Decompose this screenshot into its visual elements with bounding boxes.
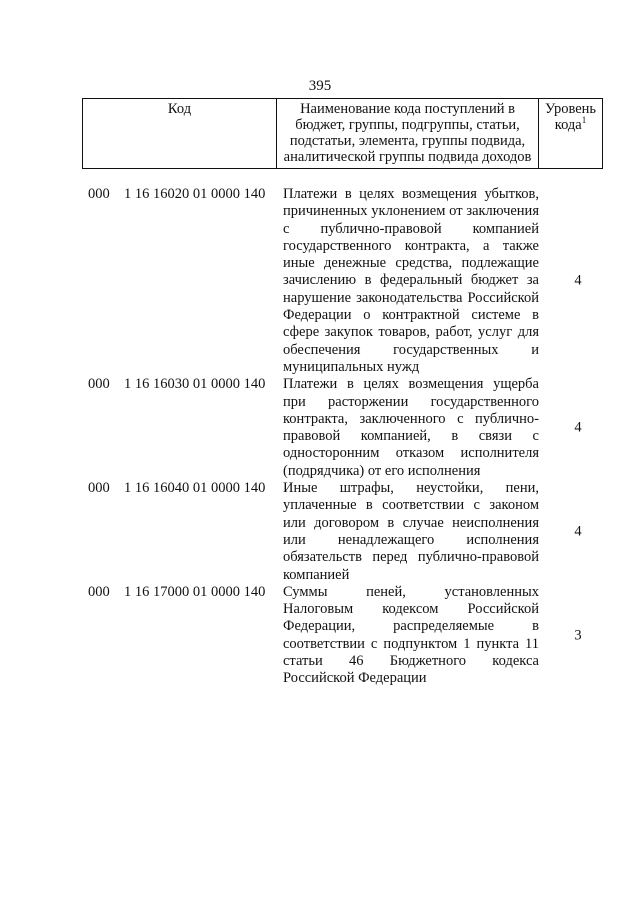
code-level: 3: [574, 627, 582, 644]
header-name: Наименование кода поступлений в бюджет, группы, подгруппы, статьи, подстатьи, элемента, группы подвида, аналитической группы подвида доходов: [277, 99, 539, 169]
code-level: 4: [574, 523, 582, 540]
revenue-code: 1 16 16020 01 0000 140: [124, 186, 266, 202]
table-row: [0, 186, 640, 376]
table-row: [0, 584, 640, 688]
revenue-name: Платежи в целях возмещения ущерба при расторжении государственного контракта, заключенного с публично-правовой компанией, в связи с односторонним отказом исполнителя (подрядчика) от его исполнения: [283, 376, 539, 479]
revenue-code: 1 16 16040 01 0000 140: [124, 480, 266, 497]
admin-code: 000: [88, 480, 110, 497]
revenue-code-list: [0, 186, 640, 688]
header-code: Код: [83, 99, 277, 169]
header-level: Уровень кода$^1$: [539, 99, 603, 169]
page-number: 395: [308, 78, 332, 94]
table-row: [0, 480, 640, 584]
revenue-code: 1 16 17000 01 0000 140: [124, 583, 266, 600]
revenue-code: 1 16 16030 01 0000 140: [124, 376, 266, 393]
admin-code: 000: [88, 583, 110, 600]
revenue-name: Иные штрафы, неустойки, пени, уплаченные в соответствии с законом или договором в случае неисполнения или ненадлежащего исполнения обязательств перед публично-правовой компанией: [283, 480, 539, 583]
code-level: 4: [574, 419, 582, 436]
table-row: [0, 376, 640, 480]
admin-code: 000: [88, 376, 110, 393]
code-level: 4: [574, 272, 582, 289]
footnote-marker: 1: [581, 115, 587, 126]
admin-code: 000: [88, 186, 110, 202]
table-header: [82, 98, 603, 169]
revenue-name: Платежи в целях возмещения убытков, причиненных уклонением от заключения с публично-правовой компанией государственного контракта, а также иные денежные средства, подлежащие зачислению в федеральный бюджет за нарушение законодательства Российской Федерации о контрактной системе в сфере закупок товаров, работ, услуг для обеспечения государственных и муниципальных нужд: [283, 186, 539, 375]
revenue-name: Суммы пеней, установленных Налоговым кодексом Российской Федерации, распределяемые в соответствии с подпунктом 1 пункта 11 статьи 46 Бюджетного кодекса Российской Федерации: [283, 583, 539, 687]
